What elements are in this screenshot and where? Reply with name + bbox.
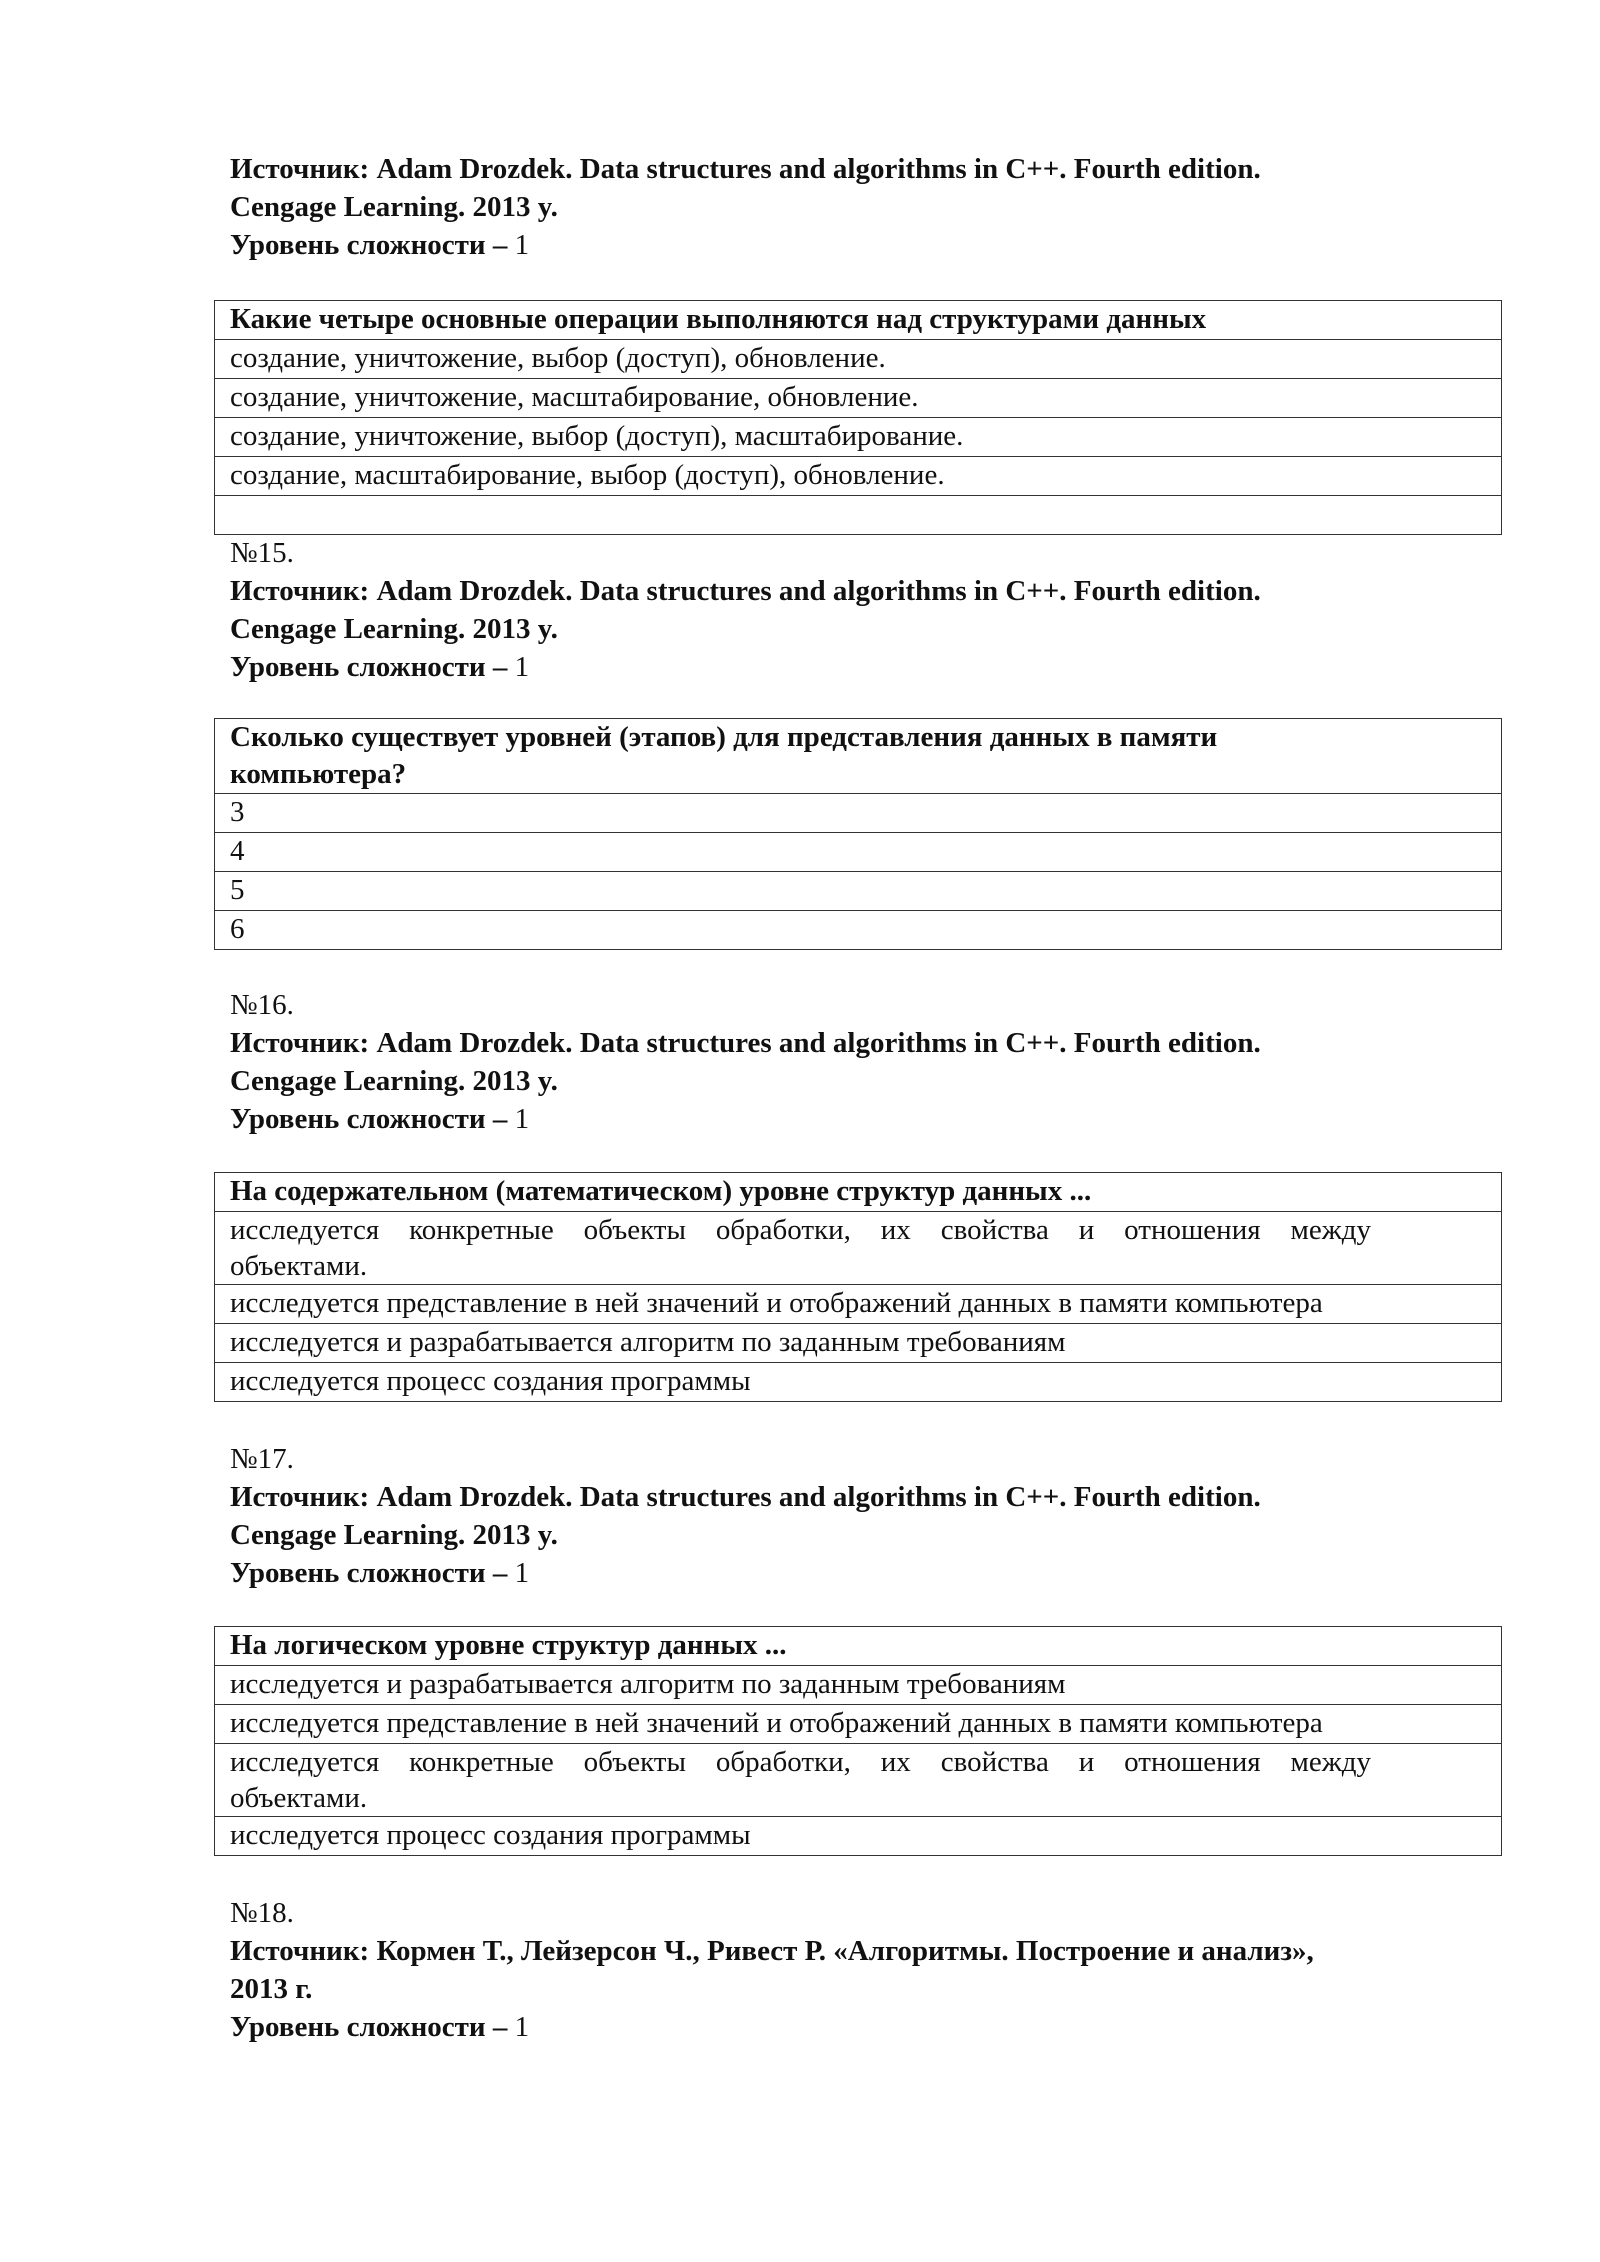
question-row — [215, 301, 1502, 340]
answer-text-line: объектами. — [230, 1250, 368, 1282]
question-row — [215, 1173, 1502, 1212]
answer-option: исследуется представление в ней значений и отображений данных в памяти компьютера — [215, 1705, 1502, 1744]
difficulty-value: 1 — [514, 1557, 530, 1589]
answer-option-empty — [215, 496, 1502, 535]
source-line — [230, 572, 1470, 610]
question-table — [214, 718, 1502, 950]
difficulty-line — [230, 226, 1470, 264]
answer-row — [215, 1666, 1502, 1705]
question-number: №18. — [230, 1897, 294, 1929]
answer-row — [215, 1212, 1502, 1285]
question-header — [230, 1894, 1470, 2046]
difficulty-value: 1 — [514, 1103, 530, 1135]
source-line — [230, 150, 1470, 188]
answer-row — [215, 872, 1502, 911]
source-text: Кормен Т., Лейзерсон Ч., Ривест Р. «Алгоритмы. Построение и анализ», — [376, 1935, 1314, 1967]
question-row — [215, 1627, 1502, 1666]
question-table — [214, 300, 1502, 535]
question-text: Какие четыре основные операции выполняются над структурами данных — [215, 301, 1502, 340]
question-header — [230, 986, 1470, 1138]
answer-option: 3 — [215, 794, 1502, 833]
difficulty-label: Уровень сложности – — [230, 651, 508, 683]
question-number: №15. — [230, 537, 294, 569]
source-label: Источник: — [230, 1027, 370, 1059]
source-line — [230, 1932, 1470, 1970]
answer-option: исследуется процесс создания программы — [215, 1817, 1502, 1856]
answer-option — [215, 1744, 1502, 1817]
answer-row — [215, 379, 1502, 418]
answer-row — [215, 457, 1502, 496]
source-line: Cengage Learning. 2013 y. — [230, 613, 558, 645]
answer-text-line: исследуется конкретные объекты обработки, их свойства и отношения между — [230, 1746, 1371, 1778]
source-line: Cengage Learning. 2013 y. — [230, 1065, 558, 1097]
answer-text-line: объектами. — [230, 1782, 368, 1814]
question-header — [230, 150, 1470, 264]
answer-row — [215, 418, 1502, 457]
difficulty-line — [230, 2008, 1470, 2046]
answer-row — [215, 1324, 1502, 1363]
answer-row — [215, 1705, 1502, 1744]
source-line — [230, 1024, 1470, 1062]
source-label: Источник: — [230, 153, 370, 185]
difficulty-label: Уровень сложности – — [230, 229, 508, 261]
answer-row — [215, 1363, 1502, 1402]
question-table — [214, 1626, 1502, 1856]
source-label: Источник: — [230, 1481, 370, 1513]
source-line: Cengage Learning. 2013 y. — [230, 1519, 558, 1551]
answer-option: исследуется представление в ней значений и отображений данных в памяти компьютера — [215, 1285, 1502, 1324]
difficulty-value: 1 — [514, 2011, 530, 2043]
difficulty-label: Уровень сложности – — [230, 1557, 508, 1589]
answer-option: исследуется и разрабатывается алгоритм по заданным требованиям — [215, 1666, 1502, 1705]
answer-option: 5 — [215, 872, 1502, 911]
answer-row — [215, 340, 1502, 379]
difficulty-line — [230, 1554, 1470, 1592]
question-text: На логическом уровне структур данных ... — [215, 1627, 1502, 1666]
answer-row — [215, 1817, 1502, 1856]
source-text: Adam Drozdek. Data structures and algorithms in C++. Fourth edition. — [376, 1481, 1261, 1513]
source-text: Adam Drozdek. Data structures and algorithms in C++. Fourth edition. — [376, 153, 1261, 185]
source-line: Cengage Learning. 2013 y. — [230, 191, 558, 223]
difficulty-value: 1 — [514, 651, 530, 683]
answer-option: 4 — [215, 833, 1502, 872]
question-number: №16. — [230, 989, 294, 1021]
answer-text-line: исследуется конкретные объекты обработки, их свойства и отношения между — [230, 1214, 1371, 1246]
source-line: 2013 г. — [230, 1973, 313, 2005]
question-text-line: компьютера? — [230, 758, 407, 790]
difficulty-line — [230, 648, 1470, 686]
difficulty-label: Уровень сложности – — [230, 1103, 508, 1135]
question-header — [230, 1440, 1470, 1592]
question-text — [215, 719, 1502, 794]
answer-option: создание, уничтожение, выбор (доступ), обновление. — [215, 340, 1502, 379]
question-text-line: Сколько существует уровней (этапов) для представления данных в памяти — [230, 721, 1218, 753]
source-label: Источник: — [230, 1935, 370, 1967]
answer-row — [215, 794, 1502, 833]
difficulty-value: 1 — [514, 229, 530, 261]
answer-row — [215, 833, 1502, 872]
answer-option: создание, уничтожение, масштабирование, обновление. — [215, 379, 1502, 418]
question-row — [215, 719, 1502, 794]
answer-option: исследуется и разрабатывается алгоритм по заданным требованиям — [215, 1324, 1502, 1363]
source-line — [230, 1478, 1470, 1516]
answer-option: исследуется процесс создания программы — [215, 1363, 1502, 1402]
question-header — [230, 534, 1470, 686]
answer-option — [215, 1212, 1502, 1285]
source-text: Adam Drozdek. Data structures and algorithms in C++. Fourth edition. — [376, 1027, 1261, 1059]
answer-row — [215, 911, 1502, 950]
question-text: На содержательном (математическом) уровне структур данных ... — [215, 1173, 1502, 1212]
question-table — [214, 1172, 1502, 1402]
answer-row — [215, 1744, 1502, 1817]
answer-row — [215, 496, 1502, 535]
difficulty-label: Уровень сложности – — [230, 2011, 508, 2043]
answer-row — [215, 1285, 1502, 1324]
answer-option: создание, уничтожение, выбор (доступ), масштабирование. — [215, 418, 1502, 457]
source-label: Источник: — [230, 575, 370, 607]
question-number: №17. — [230, 1443, 294, 1475]
source-text: Adam Drozdek. Data structures and algorithms in C++. Fourth edition. — [376, 575, 1261, 607]
answer-option: создание, масштабирование, выбор (доступ), обновление. — [215, 457, 1502, 496]
difficulty-line — [230, 1100, 1470, 1138]
answer-option: 6 — [215, 911, 1502, 950]
